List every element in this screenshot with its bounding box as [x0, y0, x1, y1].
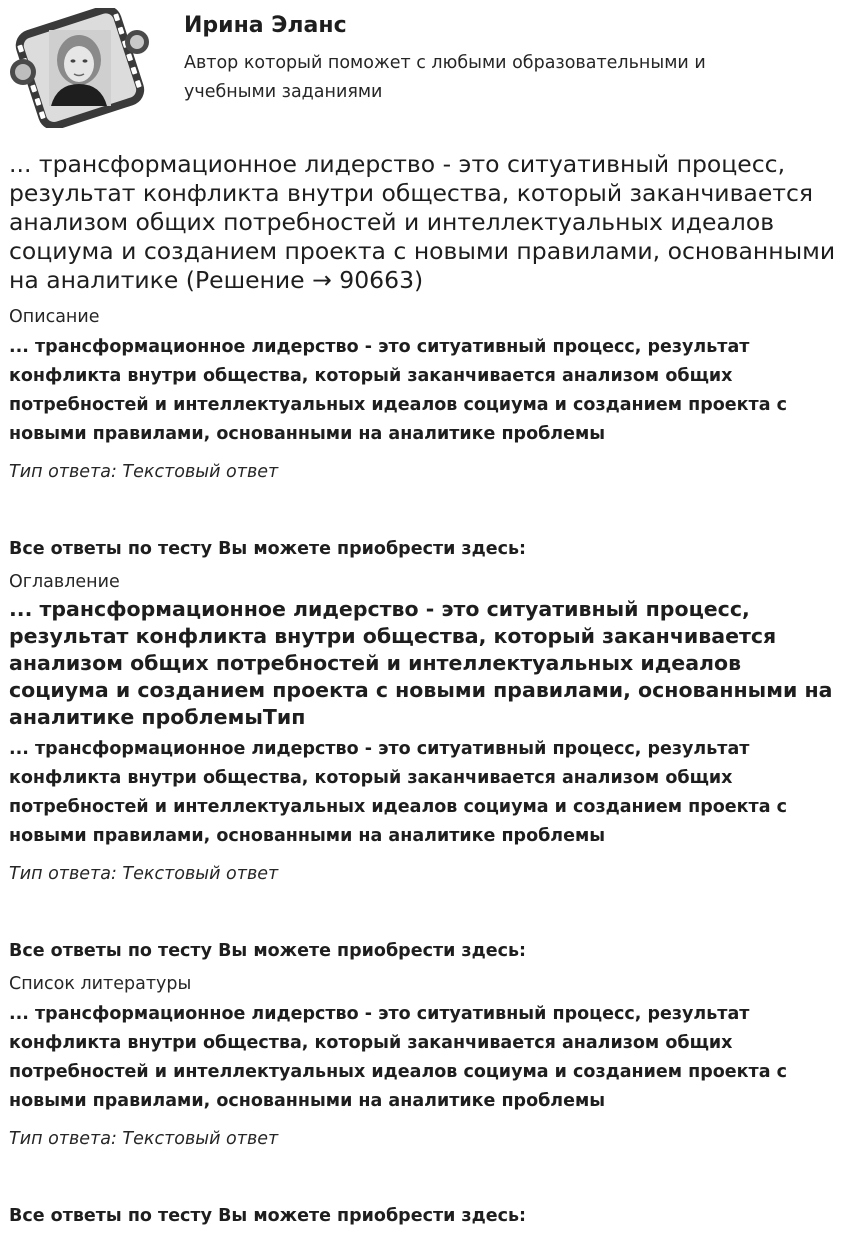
description-answer-type: Тип ответа: Текстовый ответ: [9, 462, 279, 482]
page-title: ... трансформационное лидерство - это ситуативный процесс, результат конфликта внутри общества, который заканчивается анализом общих потребностей и интеллектуальных идеалов социума и созданием проекта с новыми правилами, основанными на аналитике (Решение → 90663): [9, 150, 836, 294]
section-label-toc: Оглавление: [9, 572, 120, 592]
toc-answer-type: Тип ответа: Текстовый ответ: [9, 864, 279, 884]
references-buy-text: Все ответы по тесту Вы можете приобрести здесь:: [9, 1206, 527, 1226]
author-avatar: [7, 8, 152, 128]
author-info: [184, 8, 784, 107]
toc-text: ... трансформационное лидерство - это ситуативный процесс, результат конфликта внутри общества, который заканчивается анализом общих потребностей и интеллектуальных идеалов социума и созданием проекта с новыми правилами, основанными на аналитике проблемы: [9, 739, 787, 846]
references-text: ... трансформационное лидерство - это ситуативный процесс, результат конфликта внутри общества, который заканчивается анализом общих потребностей и интеллектуальных идеалов социума и созданием проекта с новыми правилами, основанными на аналитике проблемы: [9, 1004, 787, 1111]
section-label-references: Список литературы: [9, 974, 192, 994]
author-card: [9, 0, 838, 136]
author-description: Автор который поможет с любыми образовательными и учебными заданиями: [184, 53, 706, 102]
description-text: ... трансформационное лидерство - это ситуативный процесс, результат конфликта внутри общества, который заканчивается анализом общих потребностей и интеллектуальных идеалов социума и созданием проекта с новыми правилами, основанными на аналитике проблемы: [9, 337, 787, 444]
section-label-description: Описание: [9, 307, 100, 327]
references-answer-type: Тип ответа: Текстовый ответ: [9, 1129, 279, 1149]
author-name: Ирина Эланс: [184, 13, 347, 38]
toc-heading: ... трансформационное лидерство - это ситуативный процесс, результат конфликта внутри общества, который заканчивается анализом общих потребностей и интеллектуальных идеалов социума и созданием проекта с новыми правилами, основанными на аналитике проблемыТип: [9, 597, 833, 729]
description-buy-text: Все ответы по тесту Вы можете приобрести здесь:: [9, 539, 527, 559]
toc-buy-text: Все ответы по тесту Вы можете приобрести здесь:: [9, 941, 527, 961]
